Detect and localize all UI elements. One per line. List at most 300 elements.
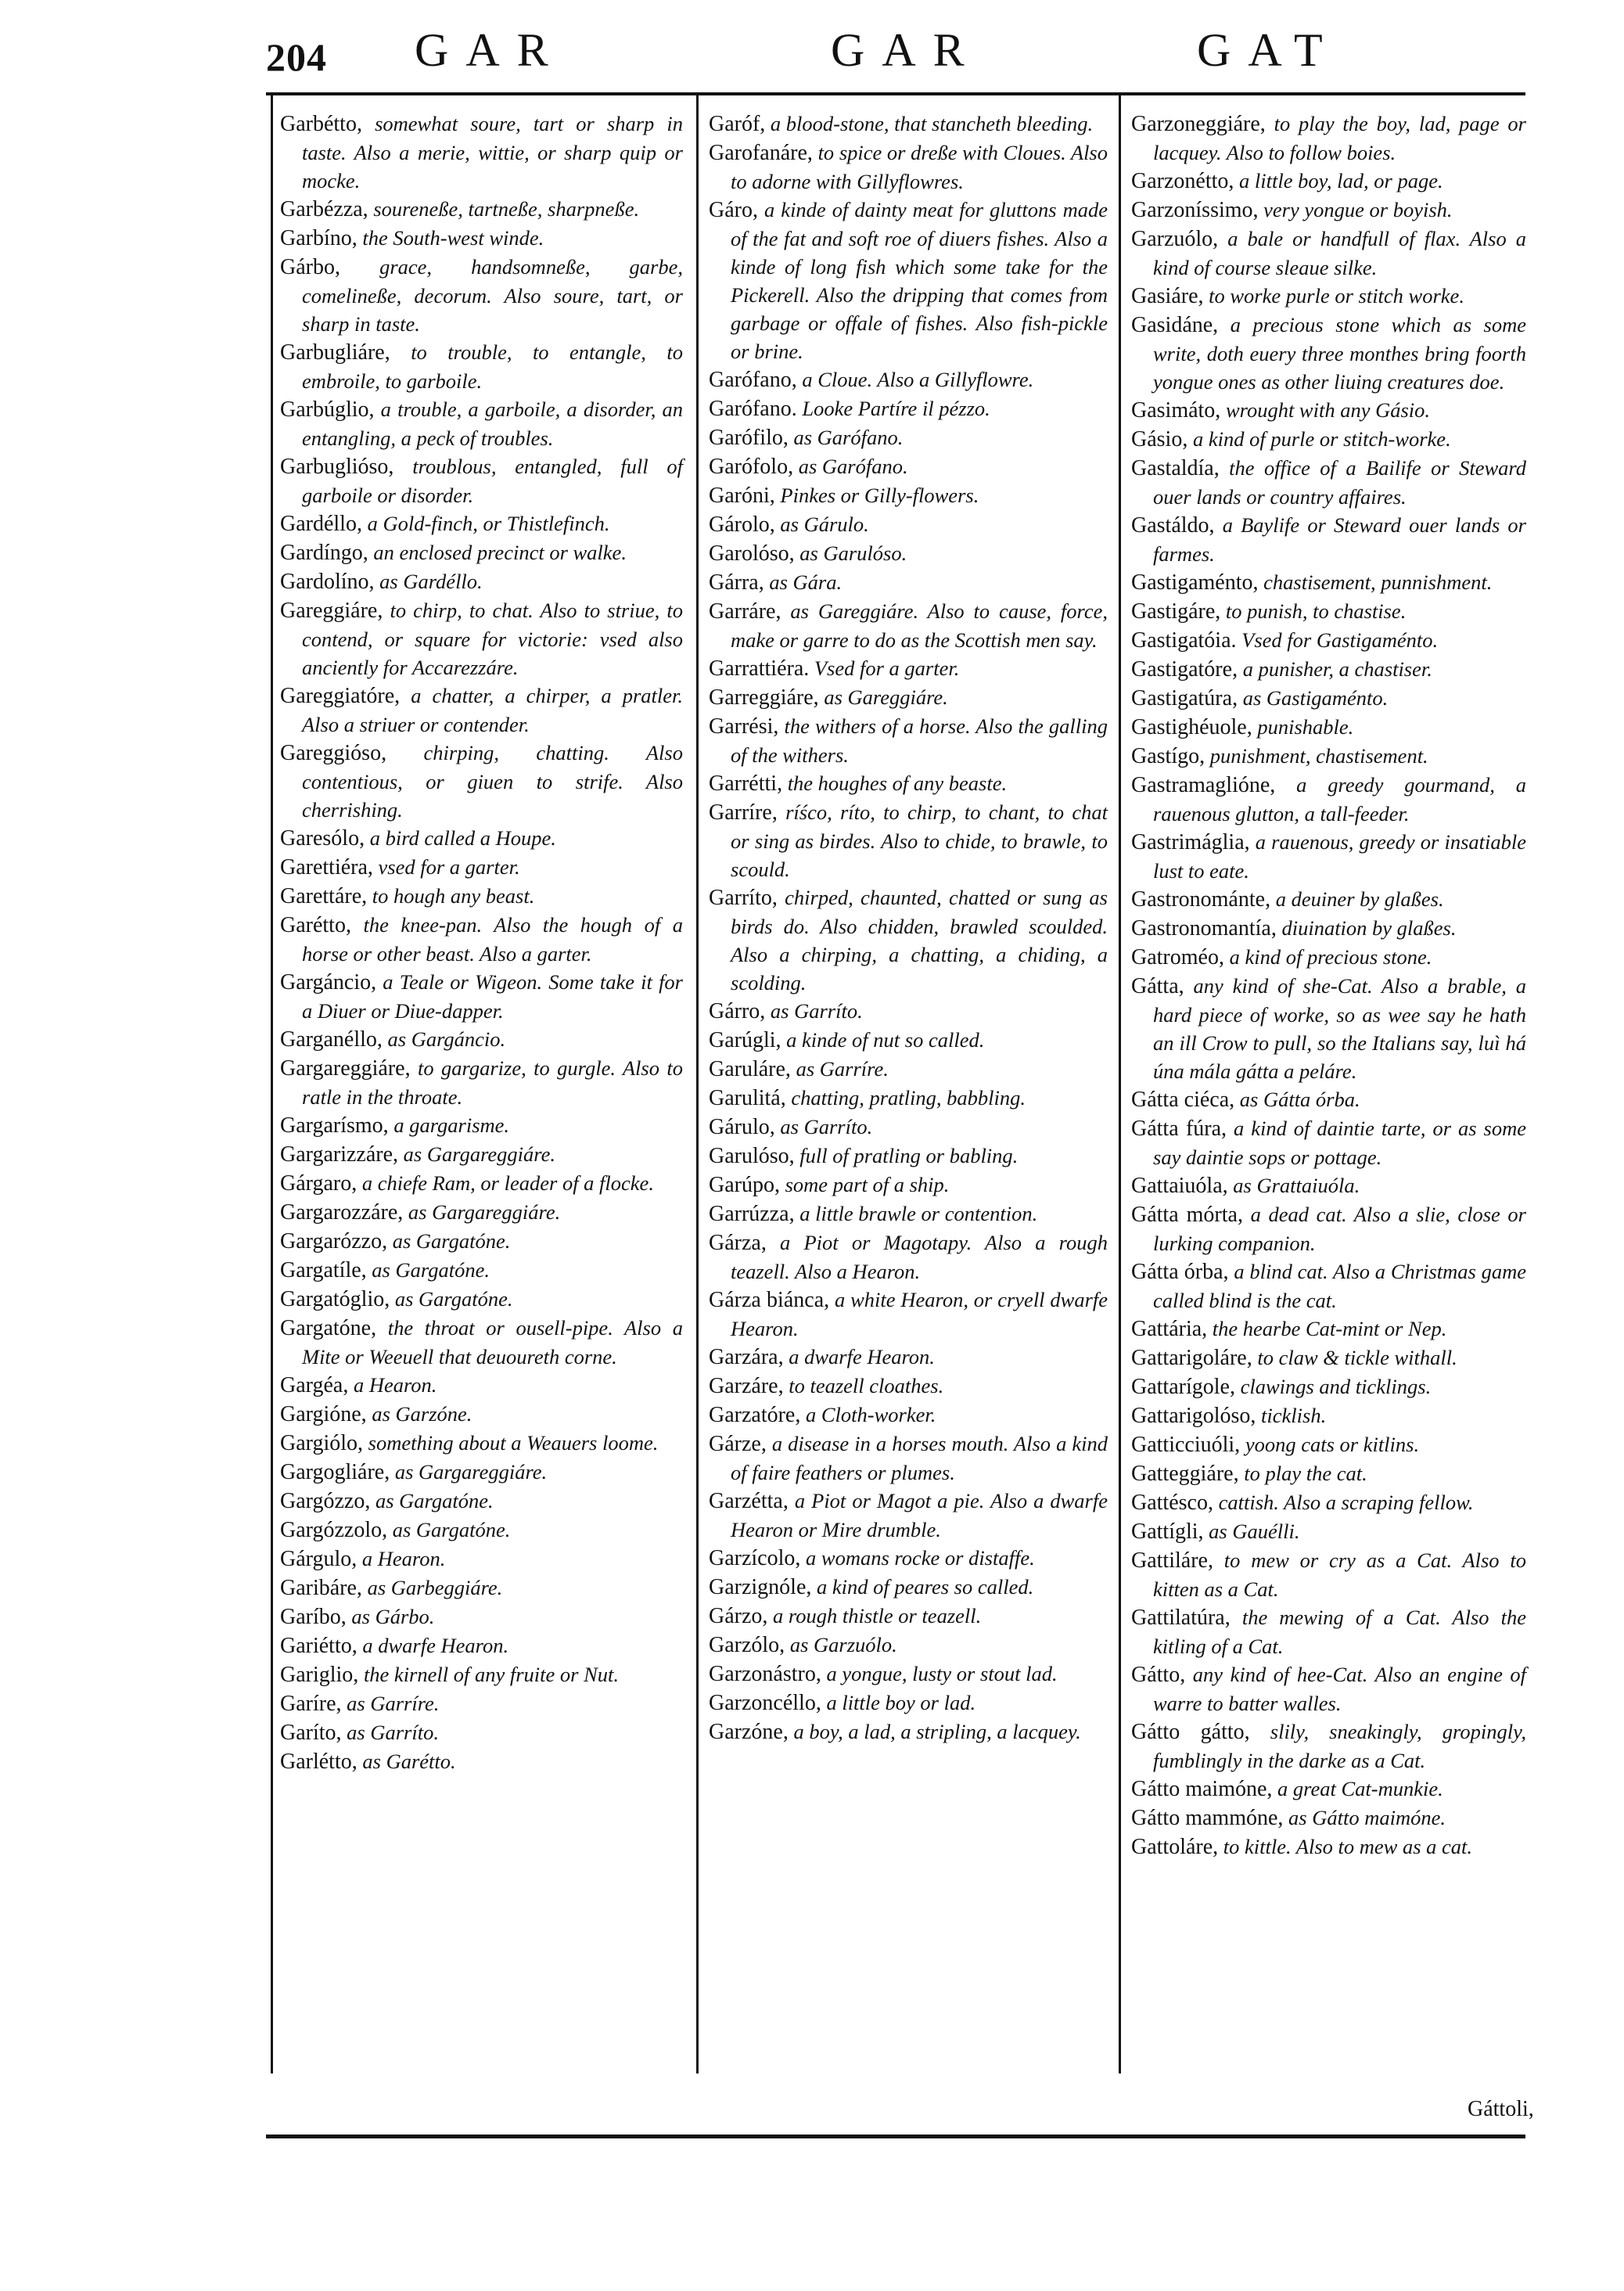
entries-column-2 [709,110,1108,1746]
dictionary-entry [1131,1372,1526,1401]
entry-definition: wrought with any Gásio. [1220,398,1431,422]
dictionary-entry [1131,1546,1526,1603]
entry-headword: Garulóso, [709,1144,795,1168]
dictionary-entry [280,195,683,224]
entry-definition: very yongue or boyish. [1258,198,1453,221]
entry-definition: full of pratling or babling. [794,1144,1019,1167]
entry-headword: Garzára, [709,1345,784,1369]
entry-headword: Garráre, [709,599,781,624]
entry-headword: Garuláre, [709,1057,791,1081]
entry-headword: Gargarísmo, [280,1113,389,1138]
entry-headword: Gásio, [1131,427,1188,451]
entry-definition: the office of a Bailife or Steward ouer lands or country affaires. [1153,456,1526,509]
entry-definition: a precious stone which as some write, doth euery three monthes bring foorth yongue ones as other liuing creatures doe. [1153,313,1526,394]
entry-definition: to play the boy, lad, page or lacquey. Also to follow boies. [1153,112,1526,164]
dictionary-entry [280,1631,683,1660]
entry-headword: Gáro, [709,198,758,222]
entry-headword: Gatroméo, [1131,945,1224,969]
entry-definition: the knee-pan. Also the hough of a horse or other beast. Also a garter. [302,913,683,966]
entry-headword: Garóf, [709,112,766,136]
dictionary-entry [280,1487,683,1516]
entry-headword: Gastáldo, [1131,513,1215,538]
dictionary-entry [1131,1114,1526,1171]
entry-headword: Garreggiáre, [709,685,819,710]
entry-headword: Gargózzolo, [280,1518,388,1542]
dictionary-entry [1131,1343,1526,1372]
entry-headword: Garolóso, [709,541,795,566]
dictionary-entry [1131,167,1526,196]
entry-headword: Gattígli, [1131,1520,1204,1544]
dictionary-entry [280,1054,683,1111]
entry-definition: as Garríto. [765,999,863,1023]
dictionary-entry [709,1430,1108,1487]
dictionary-entry [280,911,683,968]
entry-headword: Garíre, [280,1692,342,1716]
entry-definition: a Baylife or Steward ouer lands or farmes. [1153,513,1526,566]
entry-definition: as Gárulo. [774,513,869,536]
entry-definition: a chatter, a chirper, a pratler. Also a striuer or contender. [302,684,683,736]
entry-definition: ríśco, ríto, to chirp, to chant, to chat or sing as birdes. Also to chide, to brawle, to scould. [731,800,1108,881]
entry-headword: Garrési, [709,714,779,739]
dictionary-entry [280,1689,683,1718]
entry-headword: Gargióne, [280,1402,367,1426]
entry-headword: Garbúglio, [280,397,375,422]
entry-headword: Garesólo, [280,826,365,851]
entry-headword: Gárolo, [709,513,775,537]
column-rule-middle-right [1119,95,1121,2073]
entry-definition: a Gold-finch, or Thistlefinch. [361,512,610,535]
entry-definition: as Gára. [763,570,843,594]
entry-definition: a Hearon. [348,1373,437,1397]
dictionary-entry [1131,626,1526,655]
entry-definition: as Garófano. [788,426,904,449]
entry-definition: as Gargareggiáre. [398,1142,555,1166]
entry-definition: as Gareggiáre. Also to cause, force, make or garre to do as the Scottish men say. [731,599,1108,652]
entry-definition: to kittle. Also to mew as a cat. [1218,1835,1473,1858]
entry-headword: Gatticciuóli, [1131,1433,1241,1457]
dictionary-entry [280,567,683,596]
entry-headword: Gardolíno, [280,570,375,594]
dictionary-entry [1131,1775,1526,1804]
dictionary-entry [1131,1085,1526,1114]
entry-headword: Garofanáre, [709,141,813,165]
entry-headword: Gátto gátto, [1131,1720,1250,1744]
dictionary-entry [1131,225,1526,282]
entry-headword: Garíto, [280,1721,342,1745]
entry-headword: Gastrimáglia, [1131,830,1250,854]
entry-definition: slily, sneakingly, gropingly, fumblingly in the darke as a Cat. [1153,1720,1526,1772]
dictionary-entry [709,1573,1108,1602]
entry-definition: a little boy, lad, or page. [1234,169,1443,192]
entry-headword: Gárro, [709,999,766,1023]
entry-definition: diuination by glaßes. [1276,916,1457,940]
entry-definition: vsed for a garter. [372,855,520,879]
entry-headword: Gardéllo, [280,512,362,536]
entry-definition: a blind cat. Also a Christmas game called blind is the cat. [1153,1260,1526,1312]
entry-definition: something about a Weauers loome. [363,1431,659,1455]
dictionary-entry [280,1747,683,1776]
entry-definition: a bale or handfull of flax. Also a kind of course sleaue silke. [1153,227,1526,279]
dictionary-entry [280,452,683,509]
entry-headword: Gargiólo, [280,1431,364,1455]
dictionary-entry [709,683,1108,712]
entries-column-3 [1131,110,1526,1861]
entry-headword: Gárulo, [709,1115,775,1139]
entry-definition: a trouble, a garboile, a disorder, an entangling, a peck of troubles. [302,397,683,450]
entry-definition: a dwarfe Hearon. [783,1345,935,1368]
entry-definition: as Garríre. [790,1057,889,1081]
entry-definition: a rough thistle or teazell. [767,1604,982,1627]
dictionary-entry [280,1602,683,1631]
entry-headword: Gárza, [709,1231,767,1255]
entry-definition: to chirp, to chat. Also to striue, to contend, or square for victorie: vsed also anciently for Accarezzáre. [302,599,683,679]
dictionary-entry [280,395,683,452]
entry-headword: Garzóne, [709,1720,789,1744]
dictionary-entry [280,1285,683,1314]
catchword: Gáttoli, [1468,2097,1534,2121]
entry-headword: Garzáre, [709,1374,784,1398]
entry-headword: Gargáncio, [280,970,377,994]
dictionary-entry [1131,597,1526,626]
dictionary-entry [1131,396,1526,425]
dictionary-entry [709,1171,1108,1199]
entry-definition: to trouble, to entangle, to embroile, to garboile. [302,340,683,393]
dictionary-entry [709,452,1108,481]
running-head-center: GAR [831,24,982,76]
entry-definition: a kind of peares so called. [811,1575,1034,1599]
entry-definition: troublous, entangled, full of garboile or disorder. [302,455,683,507]
dictionary-entry [709,1372,1108,1401]
entry-definition: as Garétto. [357,1750,456,1773]
entry-headword: Gastigaménto, [1131,570,1259,595]
dictionary-entry [709,510,1108,539]
dictionary-entry [709,1026,1108,1055]
entry-definition: a womans rocke or distaffe. [800,1546,1035,1570]
entry-definition: a Piot or Magotapy. Also a rough teazell. Also a Hearon. [731,1231,1108,1283]
entry-definition: to gargarize, to gurgle. Also to ratle in the throate. [302,1056,683,1109]
entry-headword: Gastighéuole, [1131,715,1252,739]
entry-headword: Gariglio, [280,1663,359,1687]
dictionary-entry [709,1286,1108,1343]
entry-headword: Gasidáne, [1131,313,1219,337]
entry-definition: ticklish. [1256,1404,1327,1427]
entry-headword: Gargareggiáre, [280,1056,411,1081]
entry-definition: a chiefe Ram, or leader of a flocke. [357,1171,654,1195]
dictionary-entry [709,712,1108,769]
entry-headword: Garíbo, [280,1605,347,1629]
dictionary-entry [709,1689,1108,1717]
entry-definition: to punish, to chastise. [1220,599,1407,623]
dictionary-entry [1131,1717,1526,1775]
entry-headword: Gareggiáre, [280,599,383,623]
dictionary-entry [709,597,1108,654]
dictionary-entry [1131,684,1526,713]
dictionary-entry [1131,110,1526,167]
entry-definition: the hearbe Cat-mint or Nep. [1207,1317,1447,1340]
dictionary-entry [709,1142,1108,1171]
entry-headword: Gasiáre, [1131,284,1204,308]
entry-definition: chirped, chaunted, chatted or sung as birds do. Also chidden, brawled scoulded. Also a chirping, a chatting, a chiding, a scolding. [731,886,1108,994]
dictionary-entry [709,997,1108,1026]
dictionary-entry [280,1140,683,1169]
dictionary-entry [709,1343,1108,1372]
page-number: 204 [266,35,327,79]
entry-headword: Garzatóre, [709,1403,801,1427]
entry-definition: yoong cats or kitlins. [1240,1433,1420,1456]
dictionary-entry [280,1227,683,1256]
entry-headword: Garzignóle, [709,1575,812,1599]
entry-headword: Garófano, [709,368,797,392]
entry-headword: Garzólo, [709,1633,785,1657]
entry-headword: Garétto, [280,913,351,937]
entry-headword: Gattiláre, [1131,1548,1213,1573]
dictionary-entry [1131,1832,1526,1861]
entry-definition: Vsed for a garter. [809,656,960,680]
entry-headword: Garófolo, [709,455,794,479]
entry-headword: Garúpo, [709,1173,780,1197]
entry-headword: Gátta fúra, [1131,1117,1227,1141]
entry-definition: any kind of hee-Cat. Also an engine of warre to batter walles. [1153,1663,1526,1715]
entry-definition: as Garzuólo. [785,1633,897,1656]
entry-headword: Gastígo, [1131,744,1205,768]
dictionary-entry [1131,713,1526,742]
entry-definition: Vsed for Gastigaménto. [1236,628,1439,652]
dictionary-entry [1131,1804,1526,1832]
dictionary-entry [280,824,683,853]
entry-definition: a little brawle or contention. [794,1202,1038,1225]
entry-headword: Garzoneggiáre, [1131,112,1266,136]
entry-definition: as Garríto. [774,1115,873,1138]
entry-definition: a rauenous, greedy or insatiable lust to eate. [1153,830,1526,883]
entry-headword: Garlétto, [280,1750,357,1774]
entry-definition: any kind of she-Cat. Also a brable, a hard piece of worke, so as wee say he hath an ill Crow to pull, so the Italians say, luì há úna mála gátta a peláre. [1153,974,1526,1083]
dictionary-entry [1131,1603,1526,1660]
dictionary-entry [280,1458,683,1487]
entry-headword: Gattarigoláre, [1131,1346,1252,1370]
entry-definition: as Gauélli. [1203,1520,1300,1543]
dictionary-entry [709,196,1108,365]
entry-definition: as Garulóso. [794,541,907,565]
entry-headword: Gárra, [709,570,764,595]
dictionary-entry [1131,282,1526,311]
entry-headword: Garzoncéllo, [709,1691,821,1715]
entry-headword: Gattésco, [1131,1491,1213,1515]
dictionary-entry [280,1256,683,1285]
dictionary-entry [280,596,683,682]
dictionary-entry [1131,425,1526,454]
entry-headword: Gargarozzáre, [280,1200,404,1225]
running-head-left: GAR [415,24,566,76]
entry-headword: Garzonétto, [1131,169,1234,193]
entry-definition: the withers of a horse. Also the galling of the withers. [731,714,1108,767]
dictionary-entry [709,394,1108,423]
entry-headword: Gattarigolóso, [1131,1404,1256,1428]
dictionary-entry [709,1055,1108,1084]
entry-definition: the mewing of a Cat. Also the kitling of a Cat. [1153,1606,1526,1658]
dictionary-entry [280,1169,683,1198]
entry-definition: chirping, chatting. Also contentious, or giuen to strife. Also cherrishing. [302,741,683,822]
entry-headword: Garúgli, [709,1028,781,1052]
entry-definition: a dead cat. Also a slie, close or lurking companion. [1153,1203,1526,1255]
entry-headword: Gátto, [1131,1663,1186,1687]
entry-headword: Garbétto, [280,112,362,136]
entry-headword: Gastronomantía, [1131,916,1277,940]
entry-definition: a kinde of dainty meat for gluttons made of the fat and soft roe of diuers fishes. Also a kinde of long fish which some take for the Pickerell. Also the dripping that comes from garbage or offale of fishes. Also fish-pickle or brine. [731,198,1108,363]
dictionary-entry [280,1111,683,1140]
entry-headword: Gareggióso, [280,741,387,765]
dictionary-entry [1131,1660,1526,1717]
dictionary-entry [1131,311,1526,396]
dictionary-entry [280,1314,683,1371]
entry-headword: Gastigatúra, [1131,686,1238,710]
dictionary-entry [709,1401,1108,1430]
entry-headword: Garzonástro, [709,1662,821,1686]
dictionary-entry [280,253,683,338]
dictionary-entry [280,682,683,739]
entry-headword: Garbíno, [280,226,357,250]
entry-definition: some part of a ship. [779,1173,950,1196]
dictionary-entry [1131,655,1526,684]
entry-definition: an enclosed precinct or walke. [368,541,627,564]
entry-headword: Garettiéra, [280,855,373,879]
dictionary-entry [709,423,1108,452]
entry-definition: punishable. [1252,715,1354,739]
dictionary-entry [709,1084,1108,1113]
dictionary-entry [709,798,1108,883]
entry-headword: Gasimáto, [1131,398,1221,423]
entry-definition: as Gargareggiáre. [390,1460,548,1484]
dictionary-entry [709,110,1108,138]
column-rule-left [271,95,273,2073]
entry-headword: Garrétti, [709,771,783,796]
dictionary-entry [280,1573,683,1602]
entry-headword: Garófano. [709,397,797,421]
entry-definition: a bird called a Houpe. [365,826,556,850]
dictionary-entry [709,1199,1108,1228]
entry-headword: Garibáre, [280,1576,362,1600]
entry-definition: a Teale or Wigeon. Some take it for a Diuer or Diue-dapper. [302,970,683,1023]
entry-definition: a kind of precious stone. [1223,945,1432,969]
entry-definition: as Garríto. [341,1721,439,1744]
entry-headword: Gátta mórta, [1131,1203,1243,1227]
entry-headword: Gárza biánca, [709,1288,830,1312]
dictionary-entry [280,538,683,567]
dictionary-entry [1131,914,1526,943]
column-rule-middle-left [696,95,699,2073]
entry-definition: as Garríre. [341,1692,440,1715]
dictionary-entry [709,568,1108,597]
dictionary-entry [280,1198,683,1227]
entry-headword: Gattoláre, [1131,1835,1219,1859]
entry-headword: Gárgulo, [280,1547,357,1571]
dictionary-entry [280,1371,683,1400]
dictionary-entry [709,1544,1108,1573]
entry-headword: Gargarózzo, [280,1229,388,1253]
entry-definition: as Garbeggiáre. [361,1576,503,1599]
entry-definition: as Gargáncio. [382,1027,506,1051]
entry-definition: as Gargatóne. [387,1518,511,1541]
entry-definition: cattish. Also a scraping fellow. [1213,1491,1474,1514]
entry-definition: chastisement, punnishment. [1258,570,1493,594]
entry-definition: somewhat soure, tart or sharp in taste. Also a merie, wittie, or sharp quip or mocke. [302,112,683,192]
entry-headword: Garzétta, [709,1489,789,1513]
entry-definition: as Gargareggiáre. [403,1200,561,1224]
entry-definition: a white Hearon, or cryell dwarfe Hearon. [731,1288,1108,1340]
dictionary-entry [280,1718,683,1747]
entry-headword: Garbuglióso, [280,455,394,479]
entry-definition: as Gareggiáre. [818,685,948,709]
entry-definition: a boy, a lad, a stripling, a lacquey. [788,1720,1081,1743]
entry-headword: Gastigatóia. [1131,628,1237,653]
dictionary-entry [709,365,1108,394]
dictionary-entry [709,654,1108,683]
dictionary-entry [1131,742,1526,771]
dictionary-entry [280,509,683,538]
entry-headword: Gareggiatóre, [280,684,401,708]
entry-definition: as Gardéllo. [374,570,483,593]
entry-headword: Gastigáre, [1131,599,1221,624]
entry-headword: Gargózzo, [280,1489,371,1513]
entry-headword: Garganéllo, [280,1027,383,1052]
dictionary-entry [1131,943,1526,972]
entry-headword: Garulitá, [709,1086,786,1110]
entry-definition: a deuiner by glaßes. [1270,887,1444,911]
entry-definition: as Gargatóne. [370,1489,494,1512]
entry-headword: Gárze, [709,1432,767,1456]
entry-definition: the kirnell of any fruite or Nut. [358,1663,619,1686]
entry-headword: Gargogliáre, [280,1460,390,1484]
entry-definition: to mew or cry as a Cat. Also to kitten as a Cat. [1153,1548,1526,1601]
entry-definition: soureneße, tartneße, sharpneße. [368,197,640,221]
entry-headword: Gattaiuóla, [1131,1174,1228,1198]
entry-headword: Gárzo, [709,1604,768,1628]
entry-definition: a punisher, a chastiser. [1238,657,1432,681]
dictionary-entry [709,1717,1108,1746]
dictionary-entry [1131,1430,1526,1459]
dictionary-entry [280,110,683,195]
entry-headword: Gátto maimóne, [1131,1777,1273,1801]
dictionary-entry [1131,1171,1526,1200]
dictionary-entry [709,539,1108,568]
entry-definition: the South-west winde. [357,226,544,250]
entry-headword: Garzuólo, [1131,227,1219,251]
entry-definition: as Gargatóne. [387,1229,511,1253]
entry-headword: Gattilatúra, [1131,1606,1231,1630]
dictionary-entry [1131,1488,1526,1517]
dictionary-entry [709,769,1108,798]
entry-headword: Gariétto, [280,1634,357,1658]
entry-headword: Gárgaro, [280,1171,357,1196]
entry-definition: a Cloue. Also a Gillyflowre. [796,368,1034,391]
entry-headword: Garrattiéra. [709,656,810,681]
dictionary-entry [1131,1517,1526,1546]
entry-definition: the houghes of any beaste. [782,771,1008,795]
entry-definition: a kind of purle or stitch-worke. [1187,427,1451,451]
entry-headword: Gargarizzáre, [280,1142,399,1167]
entry-headword: Gargéa, [280,1373,349,1397]
entry-headword: Gargatíle, [280,1258,367,1282]
entry-headword: Gargatóne, [280,1316,377,1340]
dictionary-entry [280,224,683,253]
entry-definition: as Gátto maimóne. [1283,1806,1446,1829]
entry-definition: punishment, chastisement. [1205,744,1428,768]
entry-definition: as Gátta órba. [1234,1088,1360,1111]
entry-definition: as Gargatóne. [390,1287,513,1311]
dictionary-entry [1131,1401,1526,1430]
dictionary-entry [709,1602,1108,1631]
entry-definition: as Gargatóne. [366,1258,490,1282]
dictionary-entry [1131,828,1526,885]
